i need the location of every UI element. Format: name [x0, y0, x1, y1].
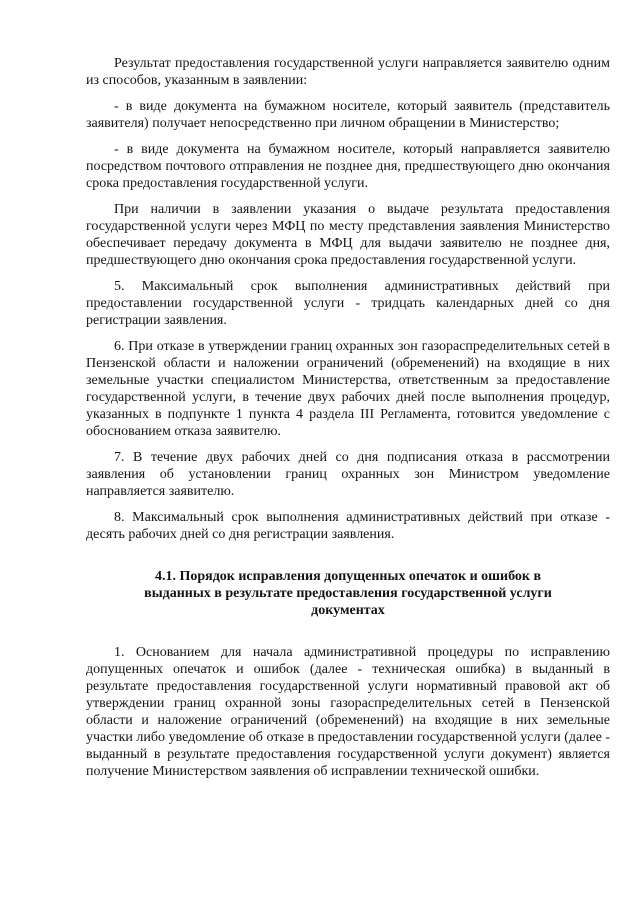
document-page: [86, 55, 610, 780]
result-delivery-paragraph: Результат предоставления государственной услуги направляется заявителю одним из способов, указанным в заявлении:: [86, 56, 610, 88]
section-item-1-paragraph: 1. Основанием для начала административной процедуры по исправлению допущенных опечаток и ошибок (далее - техническая ошибка) в выданный в результате предоставления государственной услуги нормативный правовой акт об утверждении границ охранной зоны газораспределительных сетей в Пензенской области и наложение ограничений (обременений) на входящие в них земельные участки либо уведомление об отказе в предоставлении государственной услуги (далее - выданный в результате предоставления государственной услуги документ) является получение Министерством заявления об исправлении технической ошибки.: [86, 645, 610, 779]
item-8-paragraph: 8. Максимальный срок выполнения административных действий при отказе - десять рабочих дней со дня регистрации заявления.: [86, 510, 610, 542]
paper-document-by-mail-paragraph: - в виде документа на бумажном носителе, который направляется заявителю посредством почтового отправления не позднее дня, предшествующего дню окончания срока предоставления государственной услуги.: [86, 142, 610, 191]
section-heading: 4.1. Порядок исправления допущенных опечаток и ошибок в выданных в результате предоставления государственной услуги документах: [144, 569, 552, 618]
item-7-paragraph: 7. В течение двух рабочих дней со дня подписания отказа в рассмотрении заявления об установлении границ охранных зон Министром уведомление направляется заявителю.: [86, 450, 610, 499]
item-5-paragraph: 5. Максимальный срок выполнения административных действий при предоставлении государственной услуги - тридцать календарных дней со дня регистрации заявления.: [86, 279, 610, 328]
item-6-paragraph: 6. При отказе в утверждении границ охранных зон газораспределительных сетей в Пензенской области и наложении ограничений (обременений) на входящие в них земельные участки специалистом Министерства, ответственным за предоставление государственной услуги, в течение двух рабочих дней после выполнения процедур, указанных в подпункте 1 пункта 4 раздела III Регламента, готовится уведомление с обоснованием отказа заявителю.: [86, 339, 610, 439]
paper-document-in-person-paragraph: - в виде документа на бумажном носителе, который заявитель (представитель заявителя) получает непосредственно при личном обращении в Министерство;: [86, 99, 610, 131]
mfc-delivery-paragraph: При наличии в заявлении указания о выдаче результата предоставления государственной услуги через МФЦ по месту представления заявления Министерство обеспечивает передачу документа в МФЦ для выдачи заявителю не позднее дня, предшествующего дню окончания срока предоставления государственной услуги.: [86, 202, 610, 268]
